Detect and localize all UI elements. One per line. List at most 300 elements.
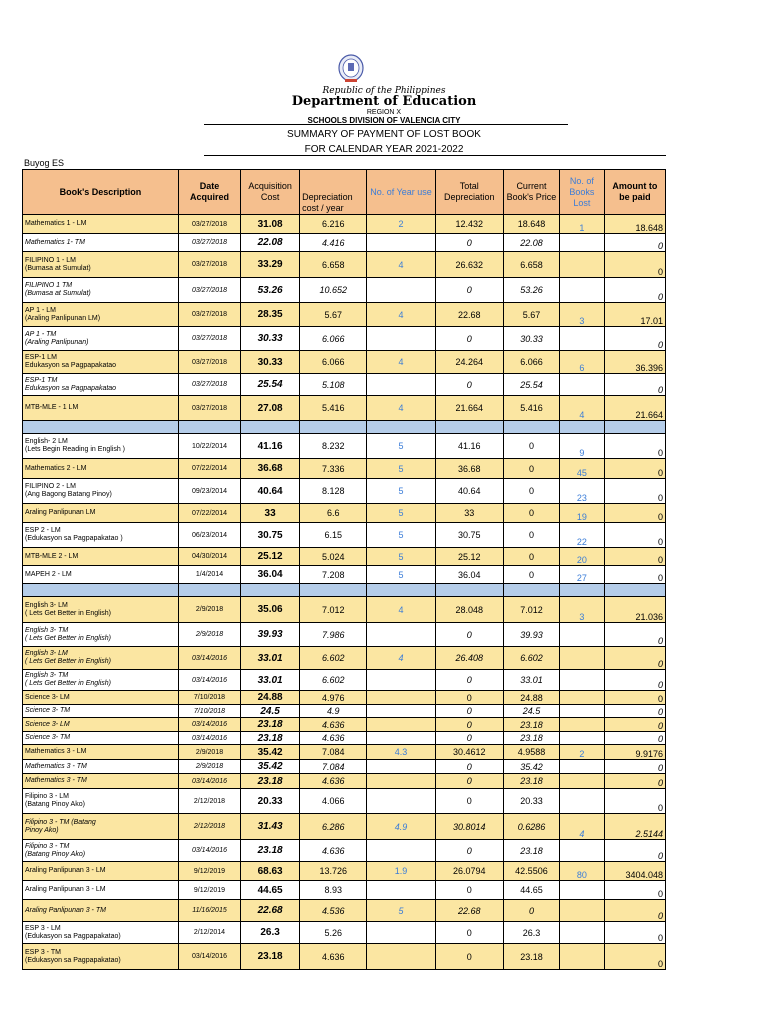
col-header-acquisition: Acquisition Cost — [241, 170, 300, 215]
cell-books-lost: 22 — [559, 523, 604, 548]
cell-amount-paid: 2.5144 — [604, 814, 665, 840]
cell-total-depreciation: 33 — [435, 504, 503, 523]
separator-cell — [435, 421, 503, 434]
cell-depreciation-year: 5.67 — [300, 303, 367, 327]
book-title: ESP-1 TM — [25, 376, 58, 384]
book-title: Mathematics 2 - LM — [25, 464, 87, 472]
cell-years-used: 4 — [367, 597, 435, 623]
col-header-lost: No. of Books Lost — [559, 170, 604, 215]
school-name: Buyog ES — [24, 158, 65, 168]
cell-books-lost — [559, 647, 604, 670]
cell-acquisition-cost: 27.08 — [241, 396, 300, 421]
cell-amount-paid: 17.01 — [604, 303, 665, 327]
book-title: Filipino 3 - TM — [25, 842, 70, 850]
cell-books-lost — [559, 900, 604, 922]
cell-years-used: 4.9 — [367, 814, 435, 840]
cell-acquisition-cost: 35.06 — [241, 597, 300, 623]
cell-years-used: 1.9 — [367, 862, 435, 881]
table-row — [23, 303, 666, 327]
cell-current-price: 6.658 — [503, 252, 559, 278]
cell-total-depreciation: 36.68 — [435, 459, 503, 479]
cell-acquisition-cost: 23.18 — [241, 774, 300, 789]
cell-description — [23, 647, 179, 670]
cell-total-depreciation: 0 — [435, 670, 503, 691]
cell-depreciation-year: 7.208 — [300, 566, 367, 584]
cell-description — [23, 691, 179, 705]
book-subtitle: (Lets Begin Reading in English ) — [25, 446, 126, 453]
col-header-years: No. of Year use — [367, 170, 435, 215]
separator-cell — [178, 421, 240, 434]
cell-total-depreciation: 40.64 — [435, 479, 503, 504]
cell-depreciation-year: 6.216 — [300, 215, 367, 234]
cell-acquisition-cost: 28.35 — [241, 303, 300, 327]
cell-description — [23, 351, 179, 374]
cell-current-price: 33.01 — [503, 670, 559, 691]
table-row — [23, 374, 666, 396]
cell-acquisition-cost: 36.68 — [241, 459, 300, 479]
table-header-row — [23, 170, 666, 215]
cell-amount-paid: 0 — [604, 944, 665, 970]
col-header-date: Date Acquired — [178, 170, 240, 215]
cell-acquisition-cost: 36.04 — [241, 566, 300, 584]
cell-books-lost: 45 — [559, 459, 604, 479]
cell-depreciation-year: 8.232 — [300, 434, 367, 459]
cell-date: 04/30/2014 — [178, 548, 240, 566]
table-row — [23, 670, 666, 691]
cell-amount-paid: 0 — [604, 548, 665, 566]
cell-description — [23, 900, 179, 922]
book-title: Mathematics 1- TM — [25, 238, 85, 246]
table-row — [23, 479, 666, 504]
cell-current-price: 0 — [503, 459, 559, 479]
cell-amount-paid: 0 — [604, 718, 665, 732]
cell-date: 03/14/2016 — [178, 944, 240, 970]
cell-books-lost — [559, 732, 604, 745]
cell-years-used — [367, 718, 435, 732]
cell-current-price: 0 — [503, 548, 559, 566]
cell-depreciation-year: 6.286 — [300, 814, 367, 840]
header-rule — [204, 124, 568, 125]
table-row — [23, 732, 666, 745]
cell-years-used — [367, 278, 435, 303]
cell-books-lost — [559, 623, 604, 647]
cell-acquisition-cost: 35.42 — [241, 745, 300, 760]
cell-years-used — [367, 327, 435, 351]
cell-current-price: 0 — [503, 523, 559, 548]
table-row — [23, 789, 666, 814]
cell-books-lost: 23 — [559, 479, 604, 504]
cell-date: 2/9/2018 — [178, 597, 240, 623]
cell-date: 2/9/2018 — [178, 745, 240, 760]
cell-depreciation-year: 4.976 — [300, 691, 367, 705]
cell-years-used: 4 — [367, 647, 435, 670]
cell-date: 09/23/2014 — [178, 479, 240, 504]
cell-description — [23, 566, 179, 584]
cell-books-lost: 6 — [559, 351, 604, 374]
cell-acquisition-cost: 35.42 — [241, 760, 300, 774]
cell-years-used: 5 — [367, 900, 435, 922]
cell-current-price: 0 — [503, 566, 559, 584]
cell-books-lost — [559, 670, 604, 691]
cell-current-price: 22.08 — [503, 234, 559, 252]
col-header-total-depreciation: Total Depreciation — [435, 170, 503, 215]
table-row — [23, 215, 666, 234]
cell-description — [23, 396, 179, 421]
cell-total-depreciation: 0 — [435, 234, 503, 252]
cell-books-lost: 19 — [559, 504, 604, 523]
separator-cell — [23, 421, 179, 434]
book-title: Araling Panlipunan LM — [25, 509, 96, 516]
cell-years-used: 4 — [367, 396, 435, 421]
cell-date: 2/12/2018 — [178, 789, 240, 814]
cell-depreciation-year: 10.652 — [300, 278, 367, 303]
table-row — [23, 252, 666, 278]
table-row — [23, 814, 666, 840]
book-title: MAPEH 2 - LM — [25, 570, 72, 578]
cell-total-depreciation: 28.048 — [435, 597, 503, 623]
report-period: FOR CALENDAR YEAR 2021-2022 — [304, 144, 464, 155]
book-title: AP 1 - TM — [25, 330, 57, 338]
cell-years-used: 5 — [367, 548, 435, 566]
cell-books-lost: 80 — [559, 862, 604, 881]
cell-current-price: 44.65 — [503, 881, 559, 900]
cell-date: 7/10/2018 — [178, 691, 240, 705]
cell-description — [23, 278, 179, 303]
cell-depreciation-year: 5.416 — [300, 396, 367, 421]
cell-depreciation-year: 4.636 — [300, 944, 367, 970]
cell-depreciation-year: 4.536 — [300, 900, 367, 922]
table-row — [23, 922, 666, 944]
cell-acquisition-cost: 33.29 — [241, 252, 300, 278]
cell-books-lost: 27 — [559, 566, 604, 584]
book-title: English- 2 LM — [25, 438, 68, 445]
cell-total-depreciation: 0 — [435, 278, 503, 303]
cell-books-lost: 9 — [559, 434, 604, 459]
separator-cell — [178, 584, 240, 597]
cell-amount-paid: 0 — [604, 670, 665, 691]
cell-years-used: 5 — [367, 479, 435, 504]
cell-depreciation-year: 5.26 — [300, 922, 367, 944]
separator-cell — [559, 421, 604, 434]
cell-depreciation-year: 4.636 — [300, 774, 367, 789]
cell-amount-paid: 0 — [604, 566, 665, 584]
cell-current-price: 4.9588 — [503, 745, 559, 760]
table-row — [23, 597, 666, 623]
lost-book-table — [22, 169, 666, 970]
cell-depreciation-year: 6.6 — [300, 504, 367, 523]
cell-current-price: 5.67 — [503, 303, 559, 327]
cell-total-depreciation: 0 — [435, 374, 503, 396]
cell-depreciation-year: 6.066 — [300, 351, 367, 374]
book-title: English 3- TM — [25, 626, 69, 634]
book-subtitle: (Edukasyon sa Pagpapakatao) — [25, 956, 121, 964]
separator-cell — [503, 421, 559, 434]
book-subtitle: (Edukasyon sa Pagpapakatao) — [25, 932, 121, 940]
cell-date: 03/14/2016 — [178, 647, 240, 670]
book-subtitle: (Bumasa at Sumulat) — [25, 290, 91, 297]
cell-depreciation-year: 8.93 — [300, 881, 367, 900]
cell-acquisition-cost: 23.18 — [241, 840, 300, 862]
book-title: FILIPINO 1 TM — [25, 282, 73, 289]
cell-years-used: 4 — [367, 351, 435, 374]
cell-current-price: 23.18 — [503, 774, 559, 789]
cell-total-depreciation: 21.664 — [435, 396, 503, 421]
cell-years-used — [367, 374, 435, 396]
cell-total-depreciation: 30.75 — [435, 523, 503, 548]
cell-total-depreciation: 22.68 — [435, 303, 503, 327]
cell-total-depreciation: 26.632 — [435, 252, 503, 278]
book-subtitle: (Bumasa at Sumulat) — [25, 264, 91, 272]
cell-depreciation-year: 6.15 — [300, 523, 367, 548]
col-header-price: Current Book's Price — [503, 170, 559, 215]
cell-description — [23, 760, 179, 774]
table-row — [23, 760, 666, 774]
cell-date: 1/4/2014 — [178, 566, 240, 584]
cell-books-lost: 4 — [559, 396, 604, 421]
cell-total-depreciation: 25.12 — [435, 548, 503, 566]
cell-date: 2/12/2018 — [178, 814, 240, 840]
book-title: FILIPINO 2 - LM — [25, 483, 76, 490]
book-title: Mathematics 1 - LM — [25, 220, 87, 227]
cell-date: 7/10/2018 — [178, 705, 240, 718]
cell-current-price: 0 — [503, 479, 559, 504]
cell-years-used: 5 — [367, 504, 435, 523]
cell-current-price: 42.5506 — [503, 862, 559, 881]
book-title: Araling Panlipunan 3 - LM — [25, 867, 106, 874]
book-title: Araling Panlipunan 3 - TM — [25, 906, 106, 914]
cell-amount-paid: 0 — [604, 840, 665, 862]
cell-current-price: 0 — [503, 504, 559, 523]
cell-books-lost — [559, 234, 604, 252]
cell-description — [23, 523, 179, 548]
cell-current-price: 35.42 — [503, 760, 559, 774]
cell-date: 03/27/2018 — [178, 327, 240, 351]
cell-books-lost: 4 — [559, 814, 604, 840]
cell-total-depreciation: 12.432 — [435, 215, 503, 234]
cell-books-lost: 3 — [559, 303, 604, 327]
table-row — [23, 459, 666, 479]
cell-date: 03/27/2018 — [178, 252, 240, 278]
cell-total-depreciation: 0 — [435, 691, 503, 705]
cell-current-price: 30.33 — [503, 327, 559, 351]
cell-date: 03/27/2018 — [178, 278, 240, 303]
cell-acquisition-cost: 26.3 — [241, 922, 300, 944]
separator-cell — [241, 584, 300, 597]
cell-description — [23, 548, 179, 566]
cell-depreciation-year: 7.084 — [300, 760, 367, 774]
cell-total-depreciation: 0 — [435, 718, 503, 732]
book-title: MTB-MLE - 1 LM — [25, 404, 79, 411]
cell-acquisition-cost: 39.93 — [241, 623, 300, 647]
cell-date: 03/27/2018 — [178, 303, 240, 327]
cell-acquisition-cost: 33.01 — [241, 670, 300, 691]
cell-depreciation-year: 6.658 — [300, 252, 367, 278]
cell-amount-paid: 21.664 — [604, 396, 665, 421]
cell-depreciation-year: 13.726 — [300, 862, 367, 881]
book-title: ESP 3 - LM — [25, 924, 61, 932]
cell-description — [23, 234, 179, 252]
cell-date: 2/12/2014 — [178, 922, 240, 944]
cell-books-lost: 20 — [559, 548, 604, 566]
section-separator — [23, 421, 666, 434]
cell-description — [23, 718, 179, 732]
cell-acquisition-cost: 41.16 — [241, 434, 300, 459]
cell-description — [23, 670, 179, 691]
cell-amount-paid: 0 — [604, 623, 665, 647]
cell-books-lost: 2 — [559, 745, 604, 760]
cell-acquisition-cost: 30.33 — [241, 327, 300, 351]
cell-acquisition-cost: 25.12 — [241, 548, 300, 566]
cell-acquisition-cost: 24.88 — [241, 691, 300, 705]
cell-total-depreciation: 0 — [435, 760, 503, 774]
cell-current-price: 6.602 — [503, 647, 559, 670]
cell-description — [23, 705, 179, 718]
table-row — [23, 278, 666, 303]
cell-depreciation-year: 5.108 — [300, 374, 367, 396]
table-row — [23, 705, 666, 718]
cell-years-used — [367, 760, 435, 774]
cell-acquisition-cost: 30.33 — [241, 351, 300, 374]
cell-books-lost — [559, 789, 604, 814]
cell-description — [23, 479, 179, 504]
cell-description — [23, 597, 179, 623]
title-rule — [204, 155, 666, 156]
separator-cell — [503, 584, 559, 597]
book-title: MTB-MLE 2 - LM — [25, 552, 79, 560]
region-line: REGION X — [366, 109, 402, 116]
table-row — [23, 351, 666, 374]
cell-acquisition-cost: 22.68 — [241, 900, 300, 922]
cell-acquisition-cost: 20.33 — [241, 789, 300, 814]
cell-current-price: 5.416 — [503, 396, 559, 421]
cell-acquisition-cost: 53.26 — [241, 278, 300, 303]
cell-years-used: 2 — [367, 215, 435, 234]
book-title: English 3- TM — [25, 672, 69, 679]
cell-amount-paid: 0 — [604, 691, 665, 705]
cell-total-depreciation: 0 — [435, 944, 503, 970]
cell-amount-paid: 0 — [604, 732, 665, 745]
cell-amount-paid: 0 — [604, 252, 665, 278]
cell-years-used — [367, 234, 435, 252]
cell-total-depreciation: 0 — [435, 705, 503, 718]
division-line: SCHOOLS DIVISION OF VALENCIA CITY — [307, 116, 461, 125]
book-subtitle: (Batang Pinoy Ako) — [25, 801, 85, 808]
cell-amount-paid: 0 — [604, 523, 665, 548]
separator-cell — [300, 584, 367, 597]
separator-cell — [23, 584, 179, 597]
book-title: AP 1 - LM — [25, 306, 56, 314]
cell-total-depreciation: 41.16 — [435, 434, 503, 459]
cell-current-price: 26.3 — [503, 922, 559, 944]
cell-total-depreciation: 0 — [435, 623, 503, 647]
book-subtitle: ( Lets Get Better in English) — [25, 634, 111, 642]
cell-description — [23, 814, 179, 840]
cell-books-lost — [559, 944, 604, 970]
section-separator — [23, 584, 666, 597]
cell-current-price: 0 — [503, 900, 559, 922]
cell-years-used — [367, 789, 435, 814]
book-subtitle: ( Lets Get Better in English) — [25, 680, 111, 687]
cell-years-used: 5 — [367, 434, 435, 459]
table-row — [23, 434, 666, 459]
cell-depreciation-year: 8.128 — [300, 479, 367, 504]
cell-acquisition-cost: 30.75 — [241, 523, 300, 548]
cell-date: 03/27/2018 — [178, 234, 240, 252]
cell-books-lost — [559, 774, 604, 789]
cell-acquisition-cost: 31.08 — [241, 215, 300, 234]
cell-amount-paid: 0 — [604, 774, 665, 789]
col-header-depreciation: Depreciation cost / year — [300, 170, 367, 215]
cell-acquisition-cost: 24.5 — [241, 705, 300, 718]
table-row — [23, 548, 666, 566]
separator-cell — [241, 421, 300, 434]
cell-description — [23, 732, 179, 745]
cell-years-used — [367, 840, 435, 862]
cell-date: 03/27/2018 — [178, 215, 240, 234]
cell-years-used — [367, 670, 435, 691]
book-title: Mathematics 3 - LM — [25, 748, 87, 755]
cell-depreciation-year: 4.9 — [300, 705, 367, 718]
cell-date: 2/9/2018 — [178, 623, 240, 647]
cell-acquisition-cost: 44.65 — [241, 881, 300, 900]
report-title: SUMMARY OF PAYMENT OF LOST BOOK — [287, 129, 481, 140]
book-title: Mathematics 3 - TM — [25, 762, 87, 770]
book-subtitle: Pinoy Ako) — [25, 826, 59, 834]
book-subtitle: (Ang Bagong Batang Pinoy) — [25, 491, 112, 498]
republic-line: Republic of the Philippines — [322, 86, 446, 96]
cell-date: 03/27/2018 — [178, 351, 240, 374]
cell-total-depreciation: 24.264 — [435, 351, 503, 374]
cell-amount-paid: 0 — [604, 434, 665, 459]
cell-date: 10/22/2014 — [178, 434, 240, 459]
cell-date: 11/16/2015 — [178, 900, 240, 922]
cell-acquisition-cost: 33 — [241, 504, 300, 523]
cell-acquisition-cost: 23.18 — [241, 732, 300, 745]
cell-date: 03/14/2016 — [178, 840, 240, 862]
book-title: ESP-1 LM — [25, 354, 57, 361]
separator-cell — [300, 421, 367, 434]
book-title: ESP 3 - TM — [25, 948, 61, 956]
table-row — [23, 840, 666, 862]
cell-current-price: 23.18 — [503, 718, 559, 732]
cell-date: 07/22/2014 — [178, 504, 240, 523]
table-row — [23, 396, 666, 421]
cell-description — [23, 944, 179, 970]
cell-books-lost — [559, 252, 604, 278]
cell-description — [23, 840, 179, 862]
cell-amount-paid: 0 — [604, 922, 665, 944]
cell-depreciation-year: 4.636 — [300, 732, 367, 745]
cell-amount-paid: 0 — [604, 789, 665, 814]
cell-amount-paid: 0 — [604, 881, 665, 900]
cell-amount-paid: 0 — [604, 705, 665, 718]
cell-total-depreciation: 26.408 — [435, 647, 503, 670]
table-row — [23, 566, 666, 584]
cell-current-price: 24.5 — [503, 705, 559, 718]
cell-amount-paid: 0 — [604, 278, 665, 303]
separator-cell — [367, 584, 435, 597]
table-row — [23, 900, 666, 922]
cell-current-price: 0.6286 — [503, 814, 559, 840]
cell-depreciation-year: 7.336 — [300, 459, 367, 479]
cell-depreciation-year: 4.416 — [300, 234, 367, 252]
cell-years-used — [367, 881, 435, 900]
cell-total-depreciation: 0 — [435, 840, 503, 862]
table-row — [23, 745, 666, 760]
cell-books-lost — [559, 374, 604, 396]
department-name: Department of Education — [291, 94, 477, 109]
cell-total-depreciation: 0 — [435, 922, 503, 944]
